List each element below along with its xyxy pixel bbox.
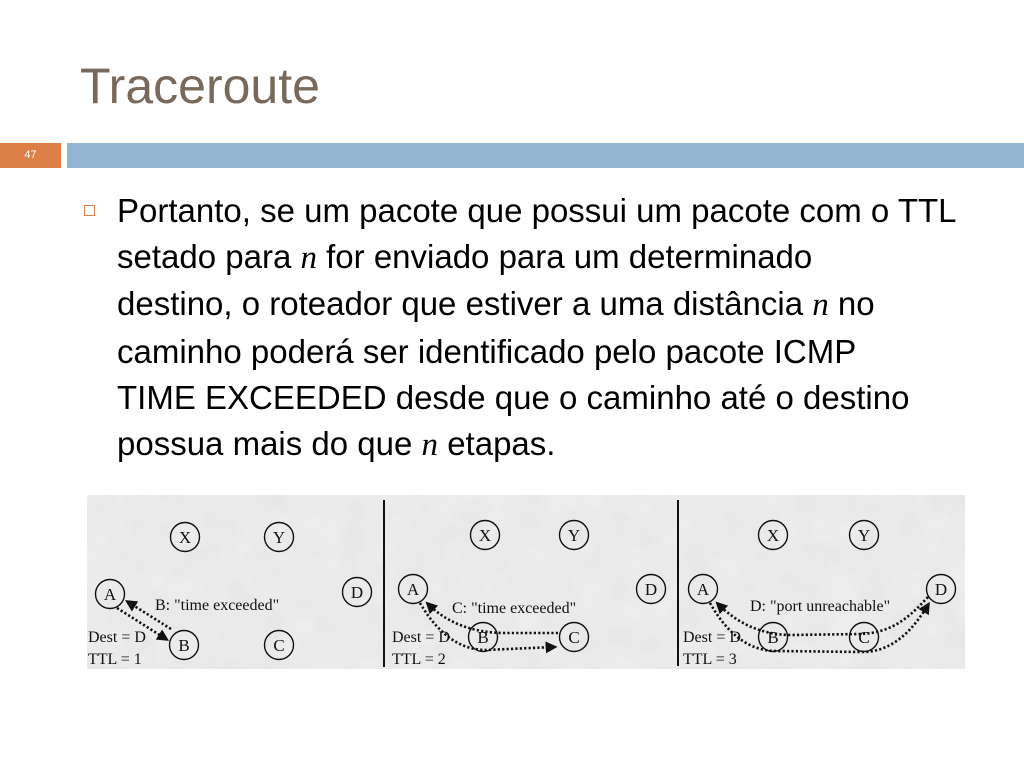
node-label: A bbox=[406, 580, 420, 599]
node-label: C bbox=[568, 628, 580, 647]
slide-title: Traceroute bbox=[80, 58, 320, 114]
node-label: X bbox=[178, 528, 192, 547]
bullet-text-line bbox=[117, 234, 957, 281]
scan-texture bbox=[87, 495, 965, 669]
ttl-label: TTL = 3 bbox=[683, 651, 737, 668]
text-segment: no bbox=[828, 285, 875, 323]
node-label: X bbox=[766, 526, 780, 545]
bullet-text-line: caminho poderá ser identificado pelo pacote ICMP bbox=[117, 332, 857, 370]
slide-number-badge bbox=[0, 143, 61, 168]
ttl-label: TTL = 2 bbox=[392, 651, 446, 668]
node-label: A bbox=[696, 580, 710, 599]
reply-label: C: "time exceeded" bbox=[452, 600, 577, 617]
text-segment: setado para bbox=[117, 238, 301, 276]
node-label: B bbox=[767, 628, 779, 647]
node-label: Y bbox=[567, 526, 581, 545]
node-label: C bbox=[858, 628, 870, 647]
square-bullet-icon bbox=[84, 205, 95, 216]
node-label: Y bbox=[272, 528, 286, 547]
node-label: X bbox=[478, 526, 492, 545]
text-segment: for enviado para um determinado bbox=[316, 238, 813, 276]
slide-number: 47 bbox=[24, 149, 37, 161]
node-label: D bbox=[350, 583, 364, 602]
bullet-text bbox=[117, 188, 957, 468]
math-variable-n: n bbox=[300, 240, 317, 277]
math-variable-n: n bbox=[812, 287, 829, 324]
node-label: B bbox=[178, 636, 190, 655]
node-label: A bbox=[103, 585, 117, 604]
header-bar bbox=[67, 143, 1024, 168]
dest-label: Dest = D bbox=[392, 629, 450, 646]
bullet-text-line: Portanto, se um pacote que possui um pacote com o TTL bbox=[117, 192, 957, 229]
bullet-text-line bbox=[117, 421, 957, 468]
dest-label: Dest = D bbox=[683, 629, 741, 646]
math-variable-n: n bbox=[421, 427, 439, 464]
node-label: C bbox=[273, 636, 285, 655]
node-label: B bbox=[477, 628, 489, 647]
text-segment: destino, o roteador que estiver a uma distância bbox=[117, 285, 813, 323]
dest-label: Dest = D bbox=[88, 629, 146, 646]
traceroute-diagram bbox=[87, 495, 967, 670]
node-label: D bbox=[644, 580, 658, 599]
text-segment: etapas. bbox=[438, 425, 556, 463]
bullet-text-line bbox=[117, 281, 957, 328]
node-label: Y bbox=[857, 526, 871, 545]
reply-label: D: "port unreachable" bbox=[750, 598, 891, 615]
node-label: D bbox=[934, 580, 948, 599]
ttl-label: TTL = 1 bbox=[88, 651, 142, 668]
reply-label: B: "time exceeded" bbox=[155, 597, 280, 614]
text-segment: possua mais do que bbox=[117, 425, 422, 463]
bullet-text-line: TIME EXCEEDED desde que o caminho até o destino bbox=[117, 378, 910, 416]
